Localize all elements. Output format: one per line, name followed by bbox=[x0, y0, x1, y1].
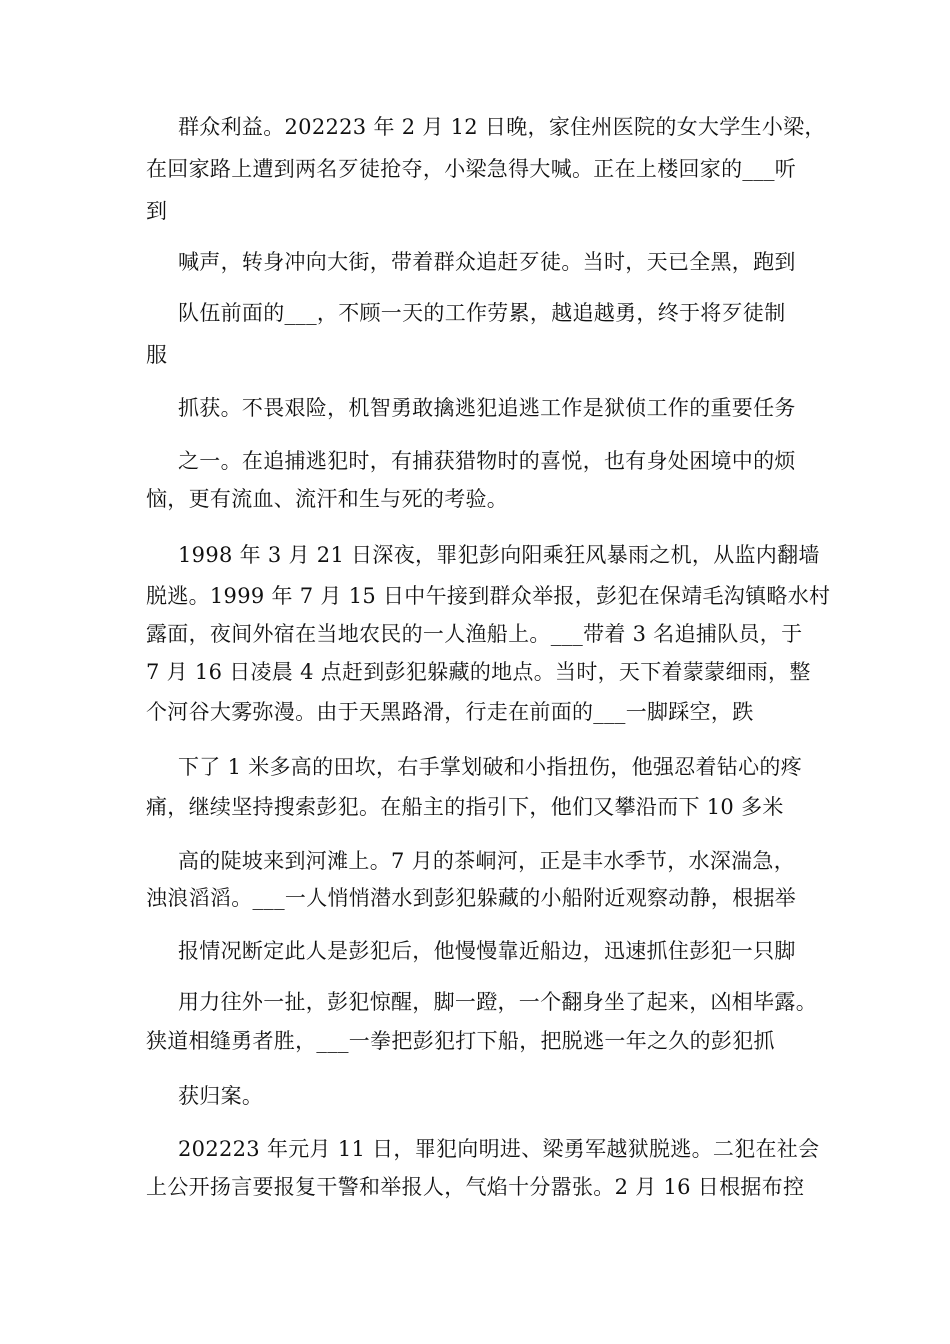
text-line: 202223 年元月 11 日，罪犯向明进、梁勇军越狱脱逃。二犯在社会 bbox=[178, 1137, 820, 1161]
text-line: 到 bbox=[146, 199, 168, 223]
text-line: 下了 1 米多高的田坎，右手掌划破和小指扭伤，他强忍着钻心的疼 bbox=[178, 755, 803, 779]
text-line: 抓获。不畏艰险，机智勇敢擒逃犯追逃工作是狱侦工作的重要任务 bbox=[178, 396, 796, 420]
text-line: 脱逃。1999 年 7 月 15 日中午接到群众举报，彭犯在保靖毛沟镇略水村 bbox=[146, 584, 831, 608]
text-line: 服 bbox=[146, 343, 168, 367]
text-line: 上公开扬言要报复干警和举报人，气焰十分嚣张。2 月 16 日根据布控 bbox=[146, 1175, 805, 1199]
text-line: 队伍前面的___，不顾一天的工作劳累，越追越勇，终于将歹徒制 bbox=[178, 301, 786, 325]
text-line: 露面，夜间外宿在当地农民的一人渔船上。___带着 3 名追捕队员，于 bbox=[146, 622, 803, 646]
text-line: 在回家路上遭到两名歹徒抢夺，小梁急得大喊。正在上楼回家的___听 bbox=[146, 157, 797, 181]
text-line: 个河谷大雾弥漫。由于天黑路滑，行走在前面的___一脚踩空，跌 bbox=[146, 700, 754, 724]
text-line: 痛，继续坚持搜索彭犯。在船主的指引下，他们又攀沿而下 10 多米 bbox=[146, 795, 784, 819]
text-line: 高的陡坡来到河滩上。7 月的茶峒河，正是丰水季节，水深湍急， bbox=[178, 849, 796, 873]
text-line: 浊浪滔滔。___一人悄悄潜水到彭犯躲藏的小船附近观察动静，根据举 bbox=[146, 886, 797, 910]
text-line: 恼，更有流血、流汗和生与死的考验。 bbox=[146, 487, 509, 511]
text-line: 用力往外一扯，彭犯惊醒，脚一蹬，一个翻身坐了起来，凶相毕露。 bbox=[178, 990, 817, 1014]
text-line: 喊声，转身冲向大街，带着群众追赶歹徒。当时，天已全黑，跑到 bbox=[178, 250, 796, 274]
text-line: 1998 年 3 月 21 日深夜，罪犯彭向阳乘狂风暴雨之机，从监内翻墙 bbox=[178, 543, 820, 567]
text-line: 狭道相缝勇者胜，___一拳把彭犯打下船，把脱逃一年之久的彭犯抓 bbox=[146, 1029, 775, 1053]
text-line: 7 月 16 日凌晨 4 点赶到彭犯躲藏的地点。当时，天下着蒙蒙细雨，整 bbox=[146, 660, 811, 684]
text-line: 群众利益。202223 年 2 月 12 日晚，家住州医院的女大学生小梁， bbox=[178, 115, 826, 139]
text-line: 获归案。 bbox=[178, 1084, 264, 1108]
text-line: 之一。在追捕逃犯时，有捕获猎物时的喜悦，也有身处困境中的烦 bbox=[178, 449, 796, 473]
text-line: 报情况断定此人是彭犯后，他慢慢靠近船边，迅速抓住彭犯一只脚 bbox=[178, 939, 796, 963]
